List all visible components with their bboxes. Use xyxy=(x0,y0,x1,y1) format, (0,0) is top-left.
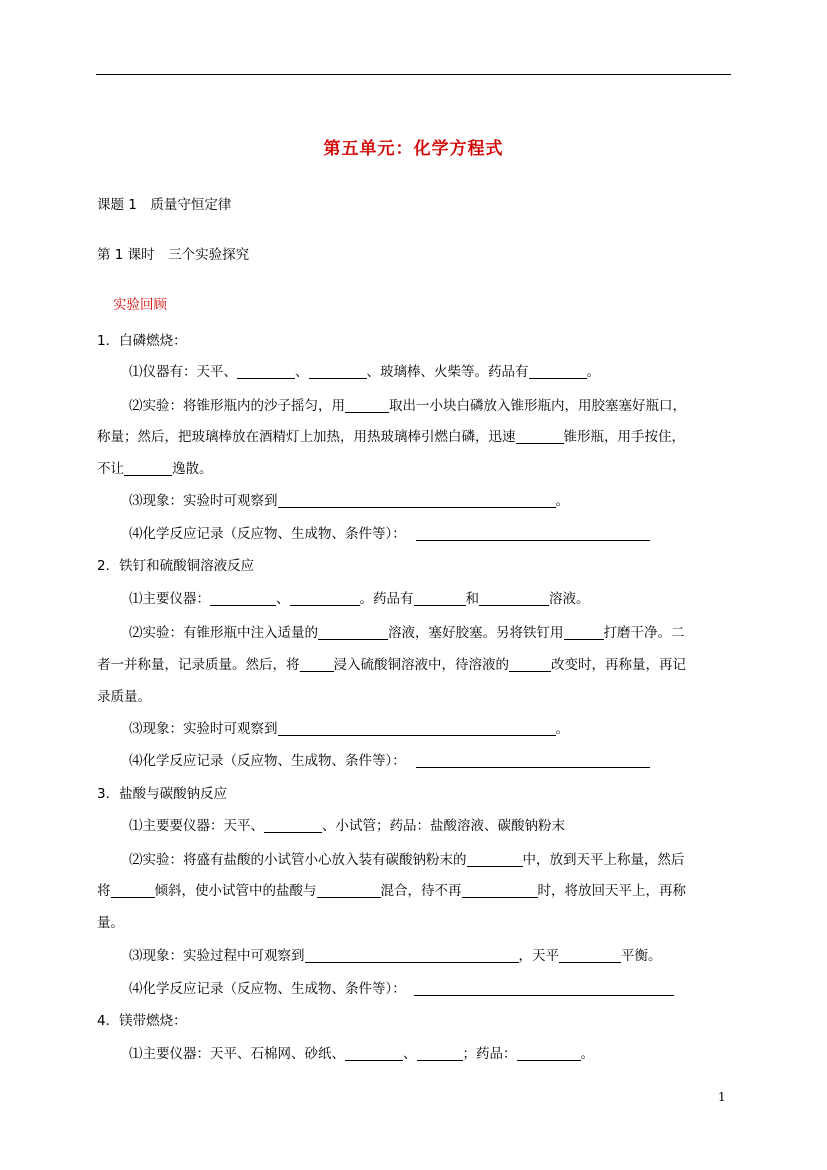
exp2-procedure-line3: 录质量。 xyxy=(97,689,151,705)
fill-blank[interactable] xyxy=(124,461,172,476)
exp1-heading: 1．白磷燃烧： xyxy=(97,333,187,349)
fill-blank[interactable] xyxy=(318,625,388,640)
fill-blank[interactable] xyxy=(479,591,549,606)
fill-blank[interactable] xyxy=(462,883,538,898)
exp2-reaction-record: ⑷化学反应记录（反应物、生成物、条件等）： xyxy=(129,752,650,770)
exp3-instruments: ⑴主要要仪器：天平、 、小试管；药品：盐酸溶液、碳酸钠粉末 xyxy=(129,818,565,834)
fill-blank[interactable] xyxy=(509,657,551,672)
fill-blank[interactable] xyxy=(564,625,604,640)
header-rule xyxy=(96,74,731,75)
fill-blank[interactable] xyxy=(345,1046,403,1061)
fill-blank[interactable] xyxy=(516,429,564,444)
exp3-procedure-line1: ⑵实验：将盛有盐酸的小试管小心放入装有碳酸钠粉末的 中，放到天平上称量，然后 xyxy=(129,852,685,868)
page-title: 第五单元：化学方程式 xyxy=(323,139,504,159)
fill-blank[interactable] xyxy=(300,657,334,672)
exp3-procedure-line3: 量。 xyxy=(97,915,124,931)
exp3-heading: 3．盐酸与碳酸钠反应 xyxy=(97,786,228,802)
fill-blank[interactable] xyxy=(317,883,381,898)
fill-blank[interactable] xyxy=(305,948,519,963)
fill-blank[interactable] xyxy=(278,721,556,736)
exp1-procedure-line3: 不让 逸散。 xyxy=(97,461,213,477)
section-heading: 实验回顾 xyxy=(113,297,167,313)
exp3-reaction-record: ⑷化学反应记录（反应物、生成物、条件等）： xyxy=(129,980,674,998)
fill-blank[interactable] xyxy=(416,753,650,768)
period-heading: 第 1 课时 三个实验探究 xyxy=(97,247,250,263)
page-number: 1 xyxy=(718,1090,726,1104)
fill-blank[interactable] xyxy=(290,591,360,606)
fill-blank[interactable] xyxy=(416,526,650,541)
exp4-heading: 4．镁带燃烧： xyxy=(97,1013,187,1029)
fill-blank[interactable] xyxy=(414,981,674,996)
fill-blank[interactable] xyxy=(237,364,295,379)
fill-blank[interactable] xyxy=(414,591,466,606)
fill-blank[interactable] xyxy=(111,883,155,898)
fill-blank[interactable] xyxy=(309,364,367,379)
fill-blank[interactable] xyxy=(210,591,276,606)
exp2-instruments: ⑴主要仪器： 、 。药品有 和 溶液。 xyxy=(129,591,590,607)
exp1-phenomenon: ⑶现象：实验时可观察到 。 xyxy=(129,493,569,509)
lesson-heading: 课题 1 质量守恒定律 xyxy=(97,197,232,213)
fill-blank[interactable] xyxy=(517,1046,581,1061)
exp1-procedure-line2: 称量；然后，把玻璃棒放在酒精灯上加热，用热玻璃棒引燃白磷，迅速 锥形瓶，用手按住， xyxy=(97,429,685,445)
fill-blank[interactable] xyxy=(529,364,587,379)
exp1-instruments: ⑴仪器有：天平、 、 、玻璃棒、火柴等。药品有 。 xyxy=(129,364,600,380)
exp2-procedure-line2: 者一并称量，记录质量。然后，将 浸入硫酸铜溶液中，待溶液的 改变时，再称量，再记 xyxy=(97,657,686,673)
fill-blank[interactable] xyxy=(467,852,523,867)
fill-blank[interactable] xyxy=(559,948,621,963)
fill-blank[interactable] xyxy=(345,398,389,413)
exp1-reaction-record: ⑷化学反应记录（反应物、生成物、条件等）： xyxy=(129,525,650,543)
exp3-procedure-line2: 将 倾斜，使小试管中的盐酸与 混合，待不再 时，将放回天平上，再称 xyxy=(97,883,686,899)
exp2-phenomenon: ⑶现象：实验时可观察到 。 xyxy=(129,721,569,737)
fill-blank[interactable] xyxy=(417,1046,463,1061)
fill-blank[interactable] xyxy=(264,818,322,833)
exp2-procedure-line1: ⑵实验：有锥形瓶中注入适量的 溶液，塞好胶塞。另将铁钉用 打磨干净。二 xyxy=(129,625,685,641)
exp2-heading: 2．铁钉和硫酸铜溶液反应 xyxy=(97,558,255,574)
exp3-phenomenon: ⑶现象：实验过程中可观察到 ，天平 平衡。 xyxy=(129,948,662,964)
exp4-instruments: ⑴主要仪器：天平、石棉网、砂纸、 、 ；药品： 。 xyxy=(129,1046,594,1062)
exp1-procedure-line1: ⑵实验：将锥形瓶内的沙子摇匀，用 取出一小块白磷放入锥形瓶内，用胶塞塞好瓶口， xyxy=(129,398,686,414)
fill-blank[interactable] xyxy=(278,493,556,508)
